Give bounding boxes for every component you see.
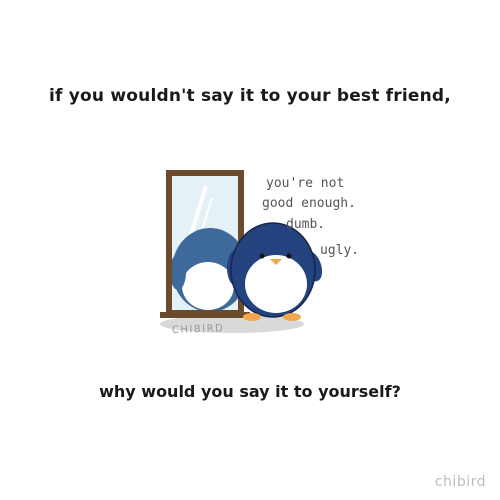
mirror-label: CHIBIRD xyxy=(171,323,225,336)
thought-line-2: good enough. xyxy=(262,196,356,211)
bottom-caption: why would you say it to yourself? xyxy=(99,382,401,401)
penguin-eye-right xyxy=(287,254,292,259)
penguin-eye-left xyxy=(260,254,265,259)
top-caption: if you wouldn't say it to your best friend, xyxy=(49,86,451,106)
penguin-foot-right xyxy=(283,313,301,321)
thought-line-4: ugly. xyxy=(320,243,360,258)
thought-line-1: you're not xyxy=(266,176,345,191)
watermark: chibird xyxy=(434,474,486,490)
penguin-foot-left xyxy=(243,313,261,321)
mirror-base xyxy=(160,312,250,318)
thought-line-3: dumb. xyxy=(286,217,326,232)
